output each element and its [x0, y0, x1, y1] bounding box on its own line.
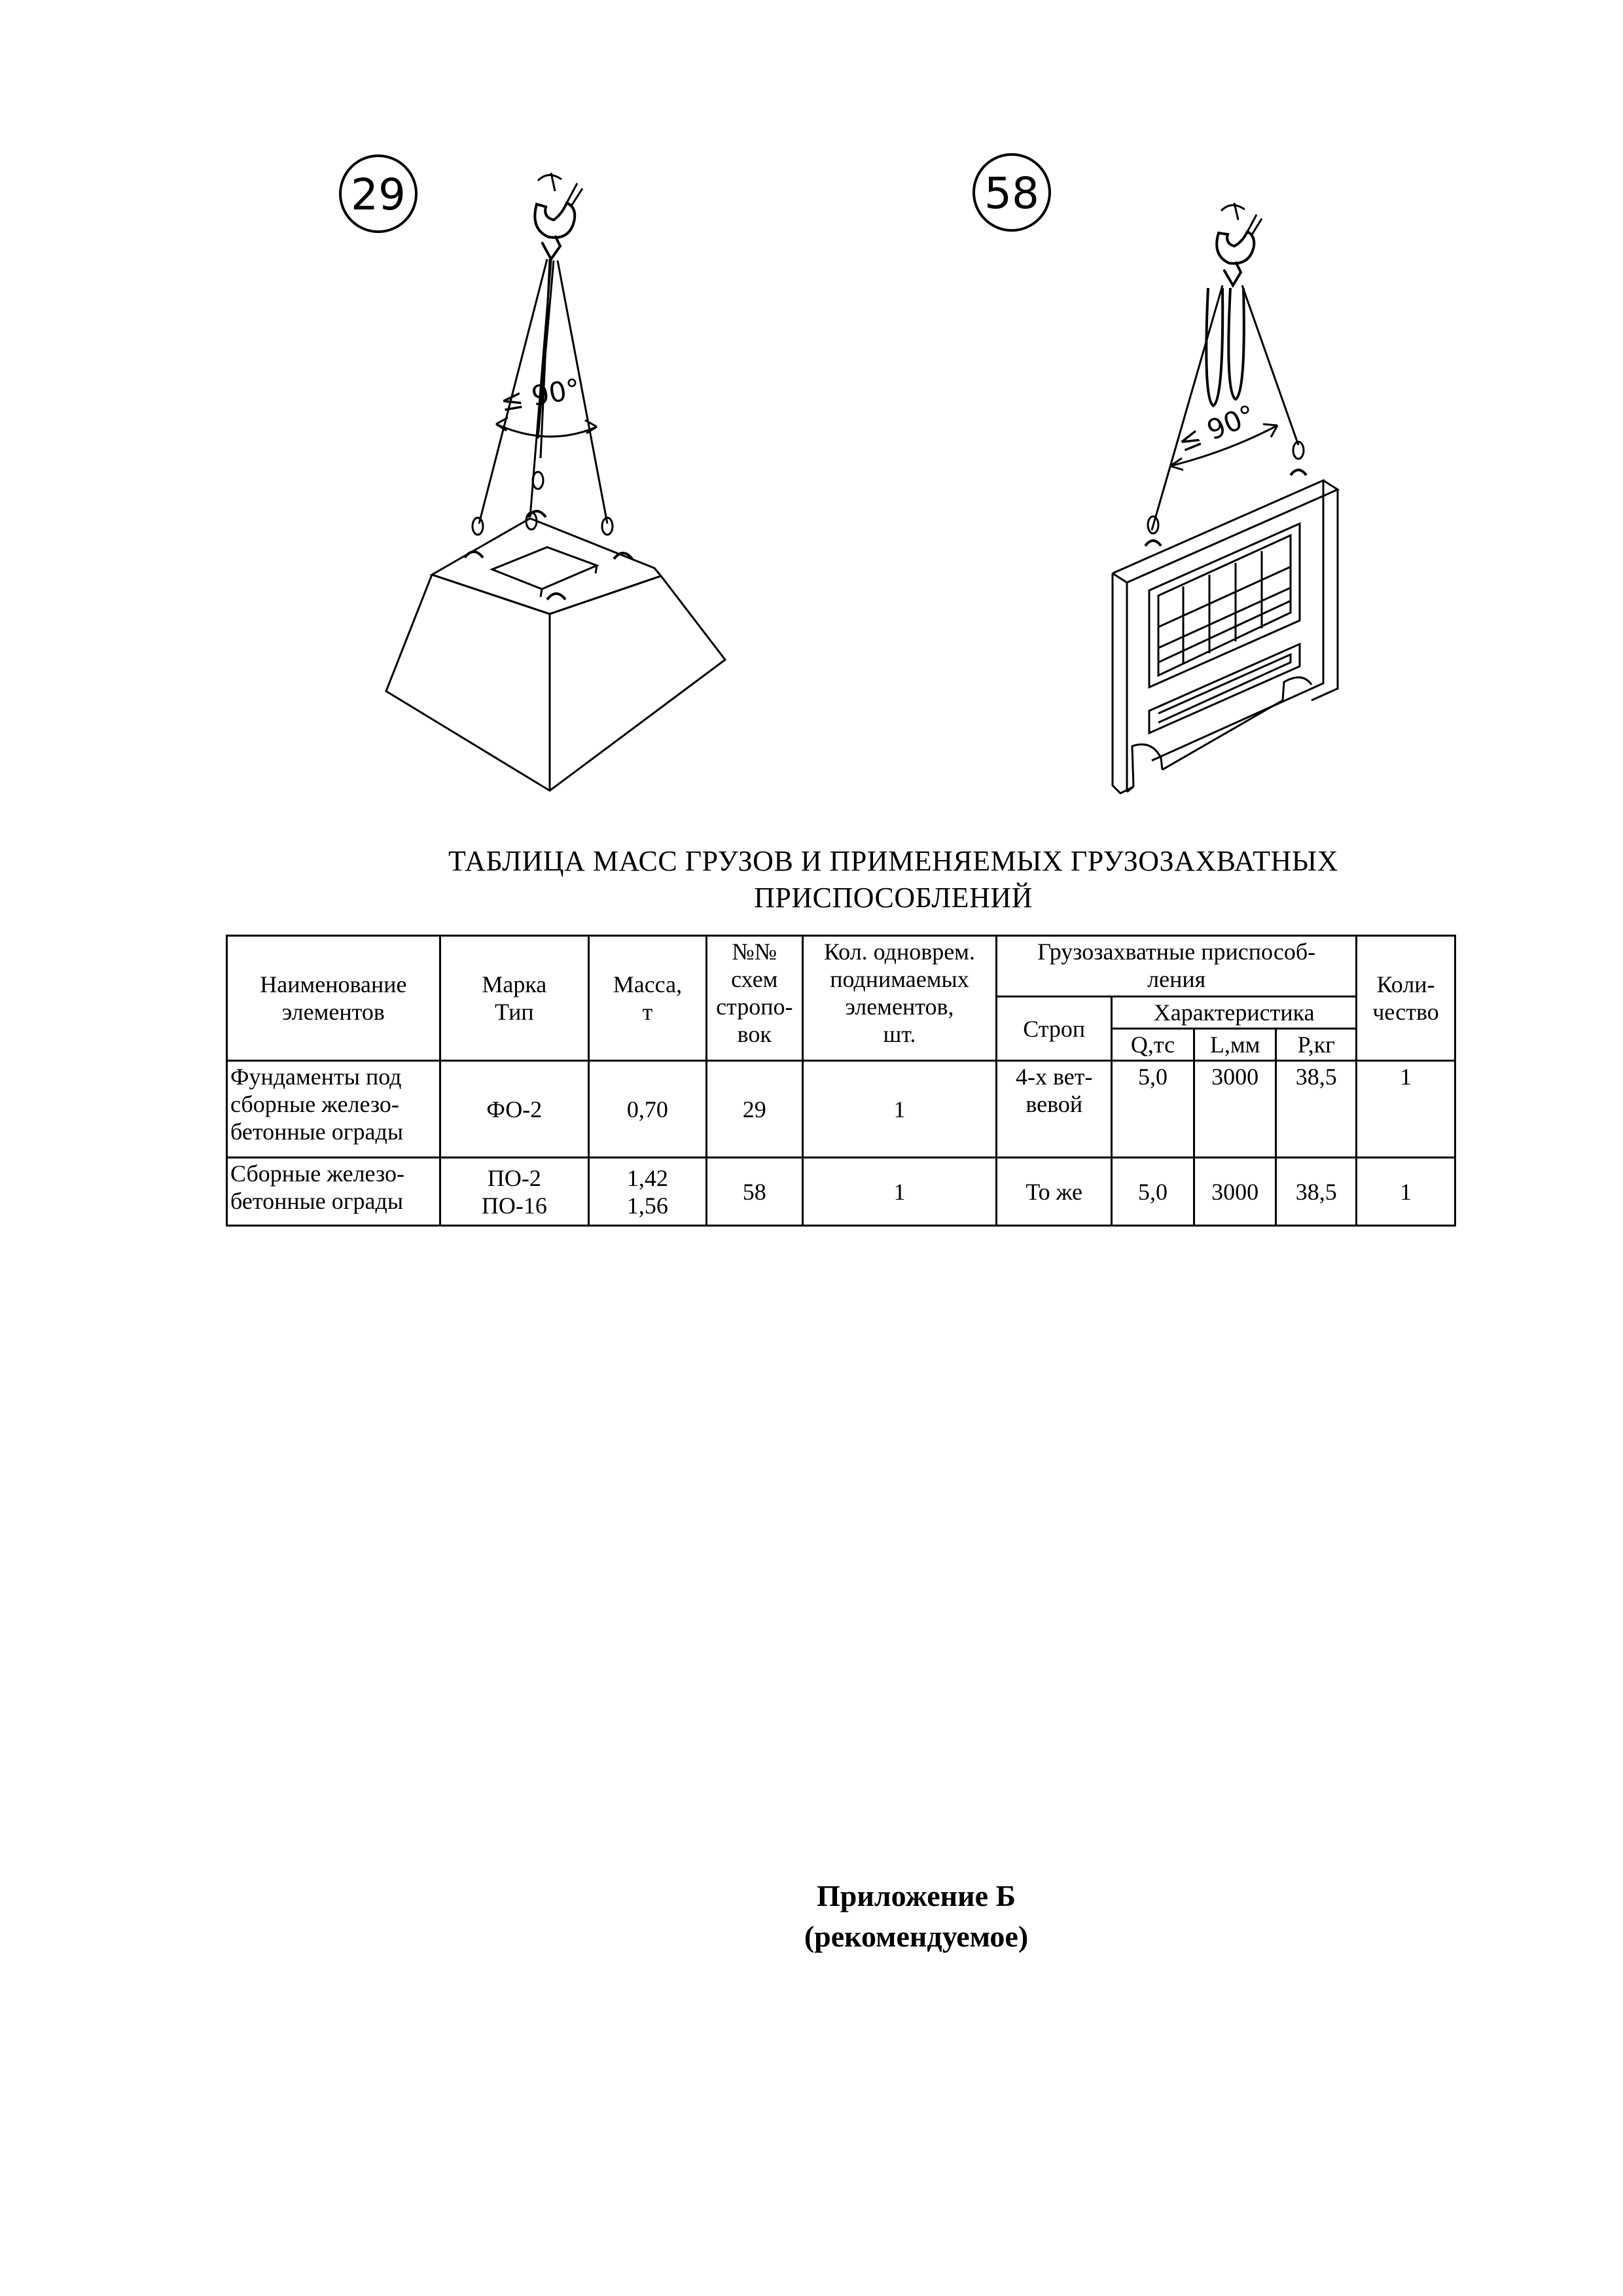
cell-sling: 4-х вет- вевой: [997, 1061, 1112, 1158]
header-name: Наименование элементов: [227, 936, 440, 1061]
cell-l: 3000: [1194, 1061, 1276, 1158]
scheme-58: [974, 154, 1338, 793]
appendix-subtitle: (рекомендуемое): [804, 1920, 1029, 1953]
header-lifted-count: Кол. одноврем. поднимаемых элементов, шт.: [802, 936, 997, 1061]
cell-quantity: 1: [1357, 1158, 1455, 1226]
header-quantity: Коли- чество: [1357, 936, 1455, 1061]
appendix-heading: [654, 1876, 1178, 1957]
table-heading-line-2: ПРИСПОСОБЛЕНИЙ: [754, 882, 1033, 914]
cell-sling: То же: [997, 1158, 1112, 1226]
cell-p: 38,5: [1276, 1061, 1357, 1158]
table-heading: [223, 843, 1564, 916]
header-lifting-devices: Грузозахватные приспособ- ления: [997, 936, 1357, 997]
cell-mass: 1,42 1,56: [588, 1158, 706, 1226]
table-heading-line-1: ТАБЛИЦА МАСС ГРУЗОВ И ПРИМЕНЯЕМЫХ ГРУЗОЗАХВАТНЫХ: [448, 845, 1338, 877]
cell-p: 38,5: [1276, 1158, 1357, 1226]
header-p: P,кг: [1276, 1029, 1357, 1061]
header-q: Q,тс: [1112, 1029, 1194, 1061]
scheme-29-number: 29: [351, 170, 406, 220]
cell-q: 5,0: [1112, 1061, 1194, 1158]
crane-hook-icon: [1217, 203, 1262, 285]
header-characteristics: Характеристика: [1112, 997, 1357, 1029]
cell-mark: ПО-2 ПО-16: [440, 1158, 588, 1226]
scheme-58-number: 58: [984, 168, 1039, 219]
scheme-58-angle-label: ≤ 90°: [1173, 398, 1260, 459]
crane-hook-icon: [535, 173, 582, 259]
foundation-block-drawing: [386, 511, 725, 791]
cell-scheme: 58: [706, 1158, 802, 1226]
header-l: L,мм: [1194, 1029, 1276, 1061]
cell-name: Сборные железо- бетонные ограды: [227, 1158, 440, 1226]
cargo-mass-table: [226, 935, 1456, 1227]
cell-mark: ФО-2: [440, 1061, 588, 1158]
cell-mass: 0,70: [588, 1061, 706, 1158]
scheme-29: [340, 156, 725, 791]
header-mass: Масса, т: [588, 936, 706, 1061]
cell-q: 5,0: [1112, 1158, 1194, 1226]
cell-quantity: 1: [1357, 1061, 1455, 1158]
header-mark: Марка Тип: [440, 936, 588, 1061]
slinging-schemes-drawing: [0, 131, 1623, 838]
fence-panel-drawing: [1113, 480, 1338, 793]
cell-l: 3000: [1194, 1158, 1276, 1226]
appendix-title: Приложение Б: [816, 1879, 1016, 1912]
cell-scheme: 29: [706, 1061, 802, 1158]
header-sling: Строп: [997, 997, 1112, 1061]
table-row: [227, 1061, 1455, 1158]
table-header-row: [227, 936, 1455, 997]
cell-name: Фундаменты под сборные железо- бетонные ограды: [227, 1061, 440, 1158]
header-scheme-number: №№ схем стропо- вок: [706, 936, 802, 1061]
cell-count: 1: [802, 1158, 997, 1226]
cell-count: 1: [802, 1061, 997, 1158]
table-row: [227, 1158, 1455, 1226]
scheme-29-angle-label: ≤ 90°: [497, 372, 583, 418]
